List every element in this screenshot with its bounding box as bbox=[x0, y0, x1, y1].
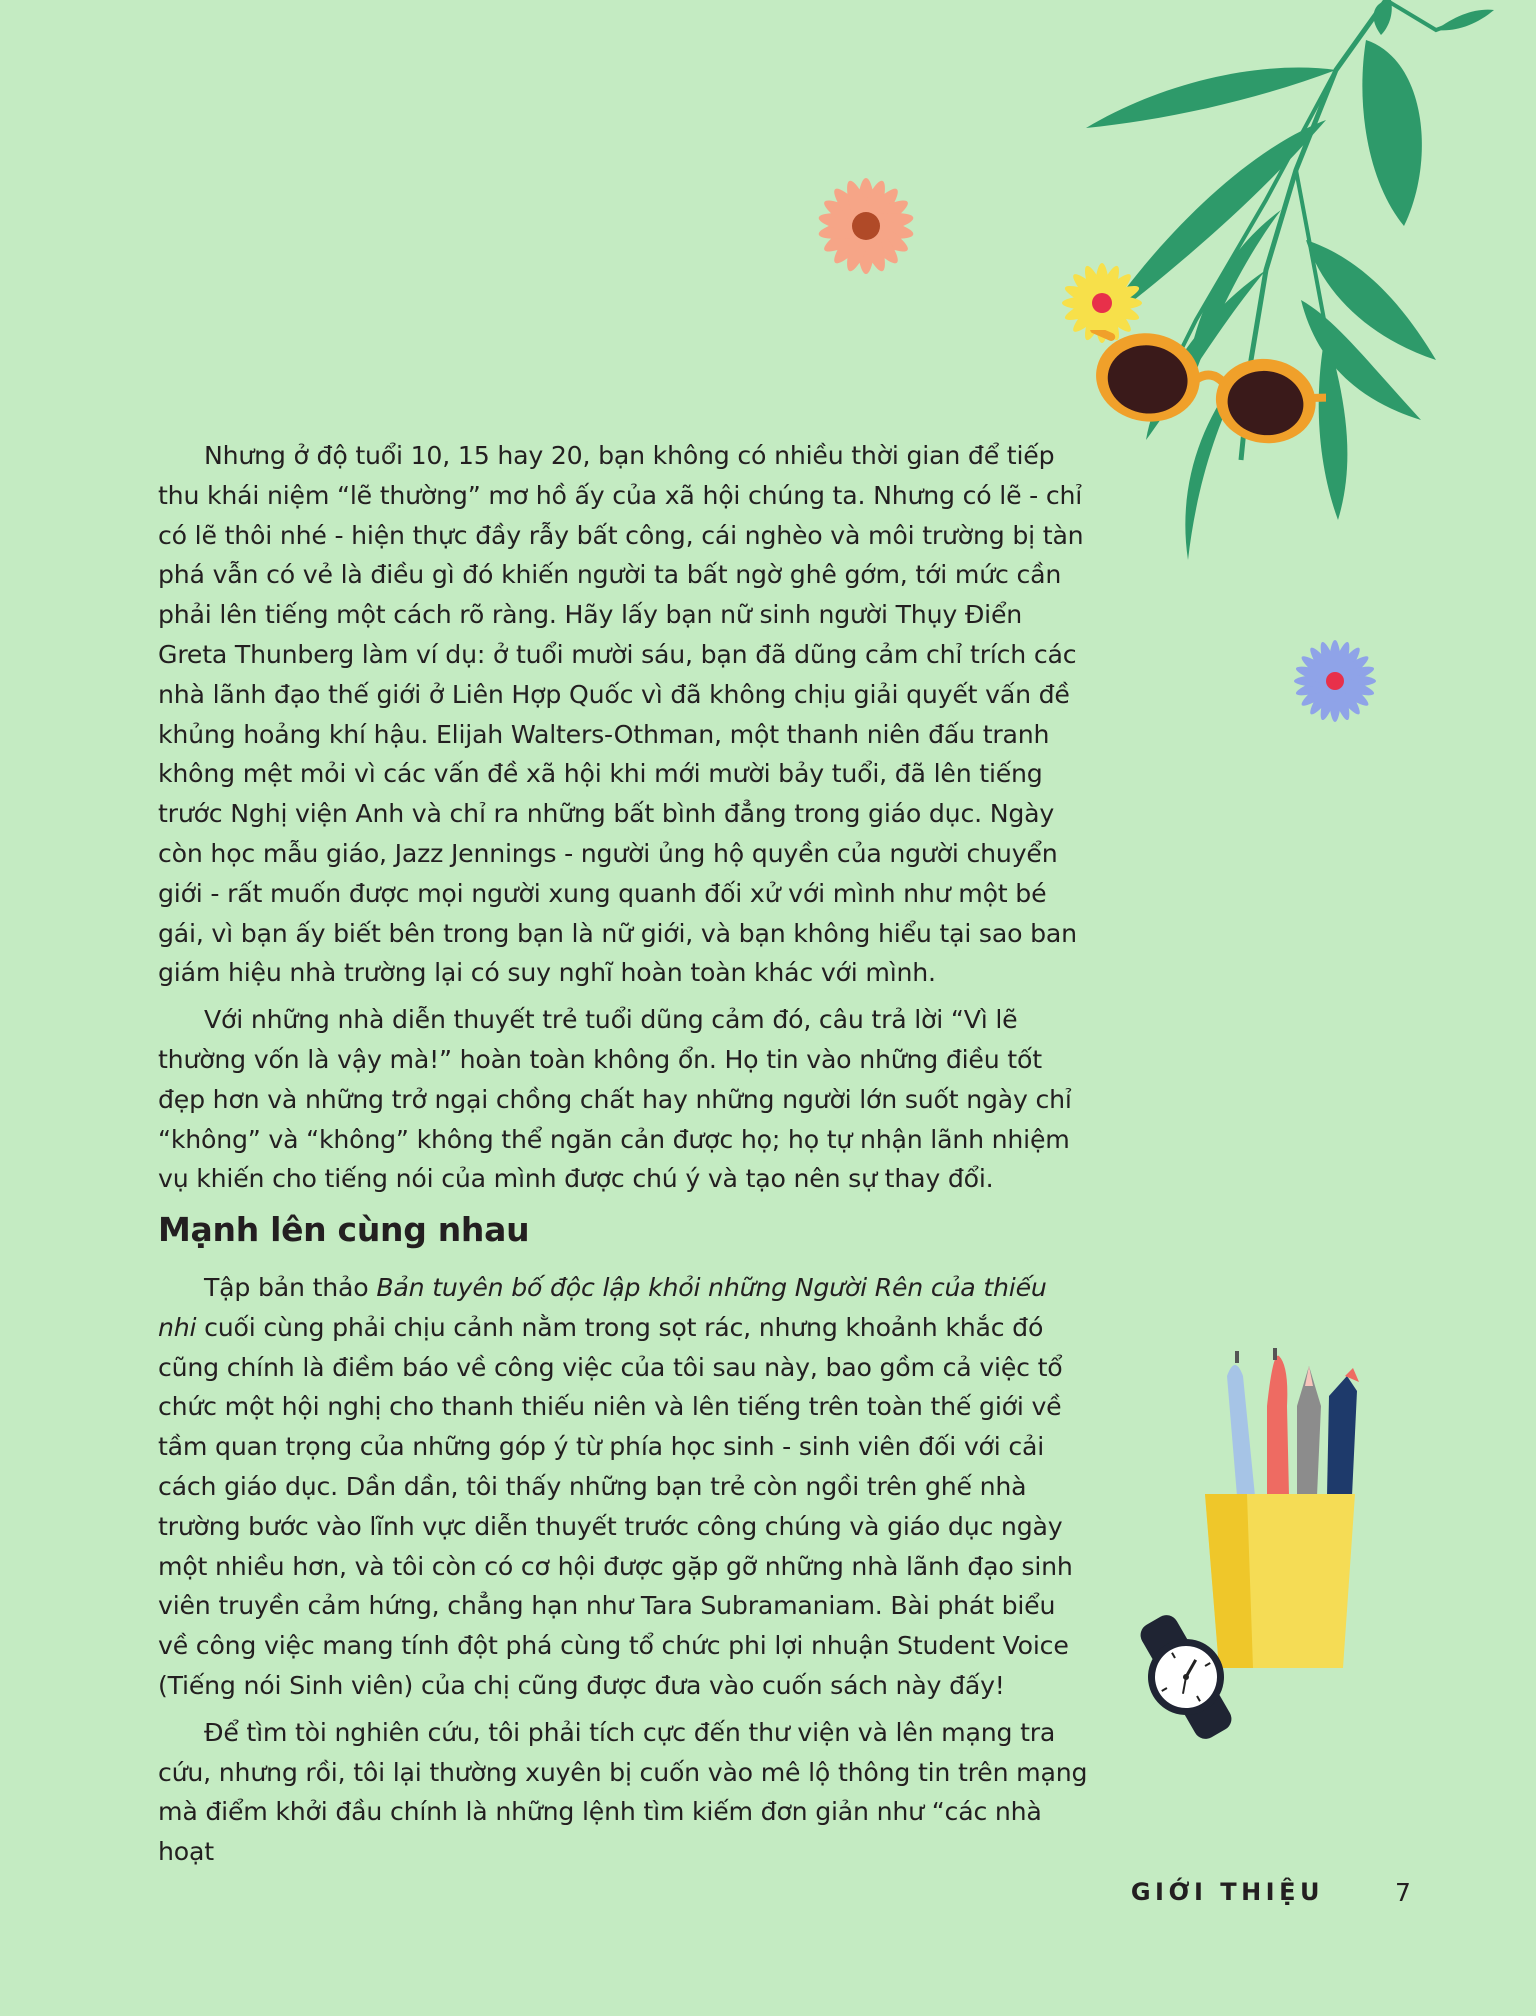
body-text-section-2 bbox=[158, 1268, 1088, 1879]
peach-flower-icon bbox=[811, 171, 921, 281]
running-footer-section: GIỚI THIỆU bbox=[1130, 1878, 1324, 1906]
paragraph-3 bbox=[158, 1268, 1088, 1706]
paragraph-3-rest: cuối cùng phải chịu cảnh nằm trong sọt rác, nhưng khoảnh khắc đó cũng chính là điềm báo về công việc của tôi sau này, bao gồm cả việc tổ chức một hội nghị cho thanh thiếu niên và lên tiếng trên toàn thế giới về tầm quan trọng của những góp ý từ phía học sinh - sinh viên đối với cải cách giáo dục. Dần dần, tôi thấy những bạn trẻ còn ngồi trên ghế nhà trường bước vào lĩnh vực diễn thuyết trước công chúng và giáo dục ngày một nhiều hơn, và tôi còn có cơ hội được gặp gỡ những nhà lãnh đạo sinh viên truyền cảm hứng, chẳng hạn như Tara Subramaniam. Bài phát biểu về công việc mang tính đột phá cùng tổ chức phi lợi nhuận Student Voice (Tiếng nói Sinh viên) của chị cũng được đưa vào cuốn sách này đấy! bbox=[158, 1312, 1073, 1700]
page-number: 7 bbox=[1395, 1878, 1411, 1907]
paragraph-1: Nhưng ở độ tuổi 10, 15 hay 20, bạn không có nhiều thời gian để tiếp thu khái niệm “lẽ thường” mơ hồ ấy của xã hội chúng ta. Nhưng có lẽ - chỉ có lẽ thôi nhé - hiện thực đầy rẫy bất công, cái nghèo và môi trường bị tàn phá vẫn có vẻ là điều gì đó khiến người ta bất ngờ ghê gớm, tới mức cần phải lên tiếng một cách rõ ràng. Hãy lấy bạn nữ sinh người Thụy Điển Greta Thunberg làm ví dụ: ở tuổi mười sáu, bạn đã dũng cảm chỉ trích các nhà lãnh đạo thế giới ở Liên Hợp Quốc vì đã không chịu giải quyết vấn đề khủng hoảng khí hậu. Elijah Walters-Othman, một thanh niên đấu tranh không mệt mỏi vì các vấn đề xã hội khi mới mười bảy tuổi, đã lên tiếng trước Nghị viện Anh và chỉ ra những bất bình đẳng trong giáo dục. Ngày còn học mẫu giáo, Jazz Jennings - người ủng hộ quyền của người chuyển giới - rất muốn được mọi người xung quanh đối xử với mình như một bé gái, vì bạn ấy biết bên trong bạn là nữ giới, và bạn không hiểu tại sao ban giám hiệu nhà trường lại có suy nghĩ hoàn toàn khác với mình. bbox=[158, 441, 1084, 988]
blue-flower-icon bbox=[1290, 636, 1380, 726]
paragraph-2: Với những nhà diễn thuyết trẻ tuổi dũng cảm đó, câu trả lời “Vì lẽ thường vốn là vậy mà!” hoàn toàn không ổn. Họ tin vào những điều tốt đẹp hơn và những trở ngại chồng chất hay những người lớn suốt ngày chỉ “không” và “không” không thể ngăn cản được họ; họ tự nhận lãnh nhiệm vụ khiến cho tiếng nói của mình được chú ý và tạo nên sự thay đổi. bbox=[158, 1005, 1072, 1194]
paragraph-3-lead: Tập bản thảo bbox=[204, 1273, 377, 1302]
book-title: Bản tuyên bố độc lập khỏi những Người Rên của thiếu nhi bbox=[158, 1273, 1047, 1342]
wristwatch-icon bbox=[1131, 1612, 1241, 1742]
paragraph-4: Để tìm tòi nghiên cứu, tôi phải tích cực đến thư viện và lên mạng tra cứu, nhưng rồi, tôi lại thường xuyên bị cuốn vào mê lộ thông tin trên mạng mà điểm khởi đầu chính là những lệnh tìm kiếm đơn giản như “các nhà hoạt bbox=[158, 1717, 1088, 1867]
sunglasses-icon bbox=[1076, 330, 1326, 460]
body-text-section-1 bbox=[158, 436, 1088, 1206]
section-heading: Mạnh lên cùng nhau bbox=[158, 1210, 530, 1249]
